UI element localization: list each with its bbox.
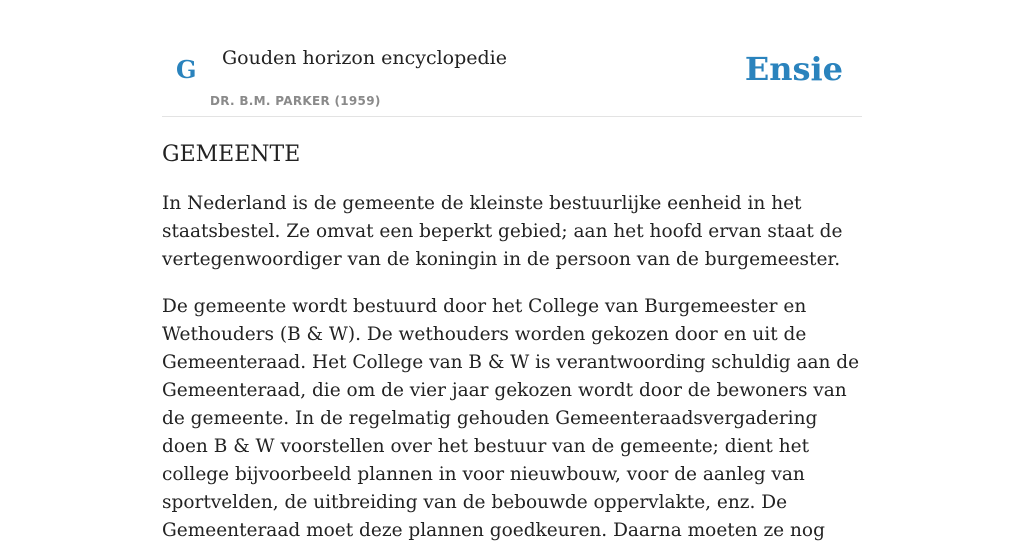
source-author: DR. B.M. PARKER (1959) <box>210 94 381 108</box>
article <box>162 139 866 545</box>
brand-logo[interactable]: Ensie <box>744 50 843 88</box>
article-paragraph: In Nederland is de gemeente de kleinste bestuurlijke eenheid in het staatsbestel. Ze omvat een beperkt gebied; aan het hoofd ervan staat de vertegenwoordiger van de koningin in de persoon van de burgemeester. <box>162 193 843 270</box>
source-header <box>162 0 862 117</box>
article-paragraph: De gemeente wordt bestuurd door het College van Burgemeester en Wethouders (B & W). De wethouders worden gekozen door en uit de Gemeenteraad. Het College van B & W is verantwoording schuldig aan de Gemeenteraad, die om de vier jaar gekozen wordt door de bewoners van de gemeente. In de regelmatig gehouden Gemeenteraadsvergadering doen B & W voorstellen over het bestuur van de gemeente; dient het college bijvoorbeeld plannen in voor nieuwbouw, voor de aanleg van sportvelden, de uitbreiding van de bebouwde oppervlakte, enz. De Gemeenteraad moet deze plannen goedkeuren. Daarna moeten ze nog <box>162 296 860 541</box>
article-title: GEMEENTE <box>162 142 301 167</box>
source-logo[interactable]: G <box>176 55 197 84</box>
article-body <box>162 190 866 545</box>
source-title[interactable]: Gouden horizon encyclopedie <box>222 47 507 69</box>
